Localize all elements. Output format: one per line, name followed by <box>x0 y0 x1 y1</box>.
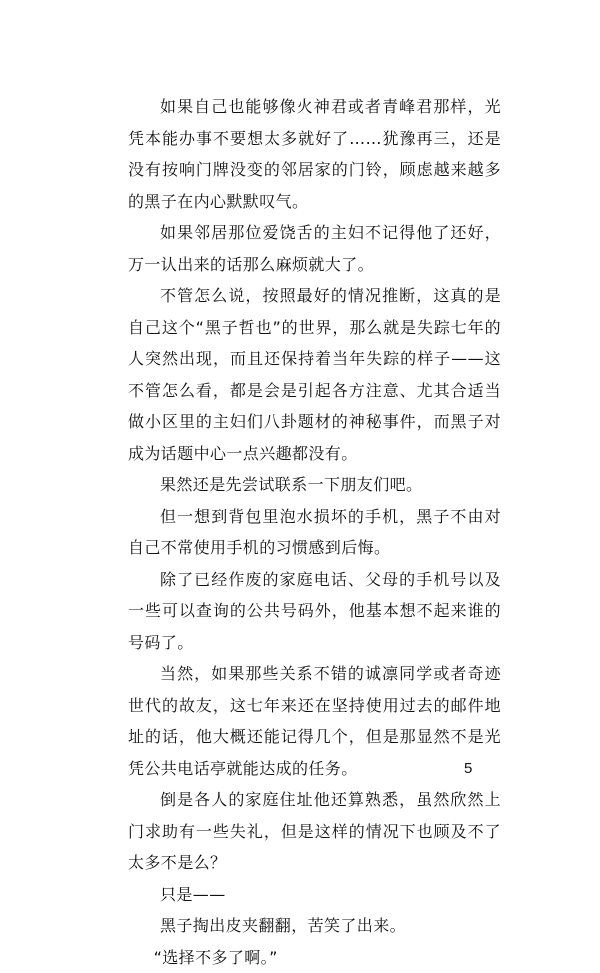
paragraph-quote: “选择不多了啊。” <box>128 942 501 973</box>
page-number: 5 <box>464 760 472 777</box>
paragraph: 黑子掏出皮夹翻翻，苦笑了出来。 <box>128 910 501 942</box>
paragraph: 如果自己也能够像火神君或者青峰君那样，光凭本能办事不要想太多就好了……犹豫再三，还是没有按响门牌没变的邻居家的门铃，顾虑越来越多的黑子在内心默默叹气。 <box>128 91 501 217</box>
paragraph: 除了已经作废的家庭电话、父母的手机号以及一些可以查询的公共号码外，他基本想不起来谁的号码了。 <box>128 564 501 659</box>
body-text <box>128 91 501 973</box>
paragraph: 当然，如果那些关系不错的诚凛同学或者奇迹世代的故友，这七年来还在坚持使用过去的邮件地址的话，他大概还能记得几个，但是那显然不是光凭公共电话亭就能达成的任务。 <box>128 658 501 784</box>
paragraph: 倒是各人的家庭住址他还算熟悉，虽然欣然上门求助有一些失礼，但是这样的情况下也顾及不了太多不是么？ <box>128 784 501 879</box>
paragraph: 不管怎么说，按照最好的情况推断，这真的是自己这个“黑子哲也”的世界，那么就是失踪七年的人突然出现，而且还保持着当年失踪的样子——这不管怎么看，都是会是引起各方注意、尤其合适当做小区里的主妇们八卦题材的神秘事件，而黑子对成为话题中心一点兴趣都没有。 <box>128 280 501 469</box>
paragraph: 果然还是先尝试联系一下朋友们吧。 <box>128 469 501 501</box>
paragraph: 但一想到背包里泡水损坏的手机，黑子不由对自己不常使用手机的习惯感到后悔。 <box>128 501 501 564</box>
paragraph: 只是—— <box>128 879 501 911</box>
paragraph: 如果邻居那位爱饶舌的主妇不记得他了还好，万一认出来的话那么麻烦就大了。 <box>128 217 501 280</box>
